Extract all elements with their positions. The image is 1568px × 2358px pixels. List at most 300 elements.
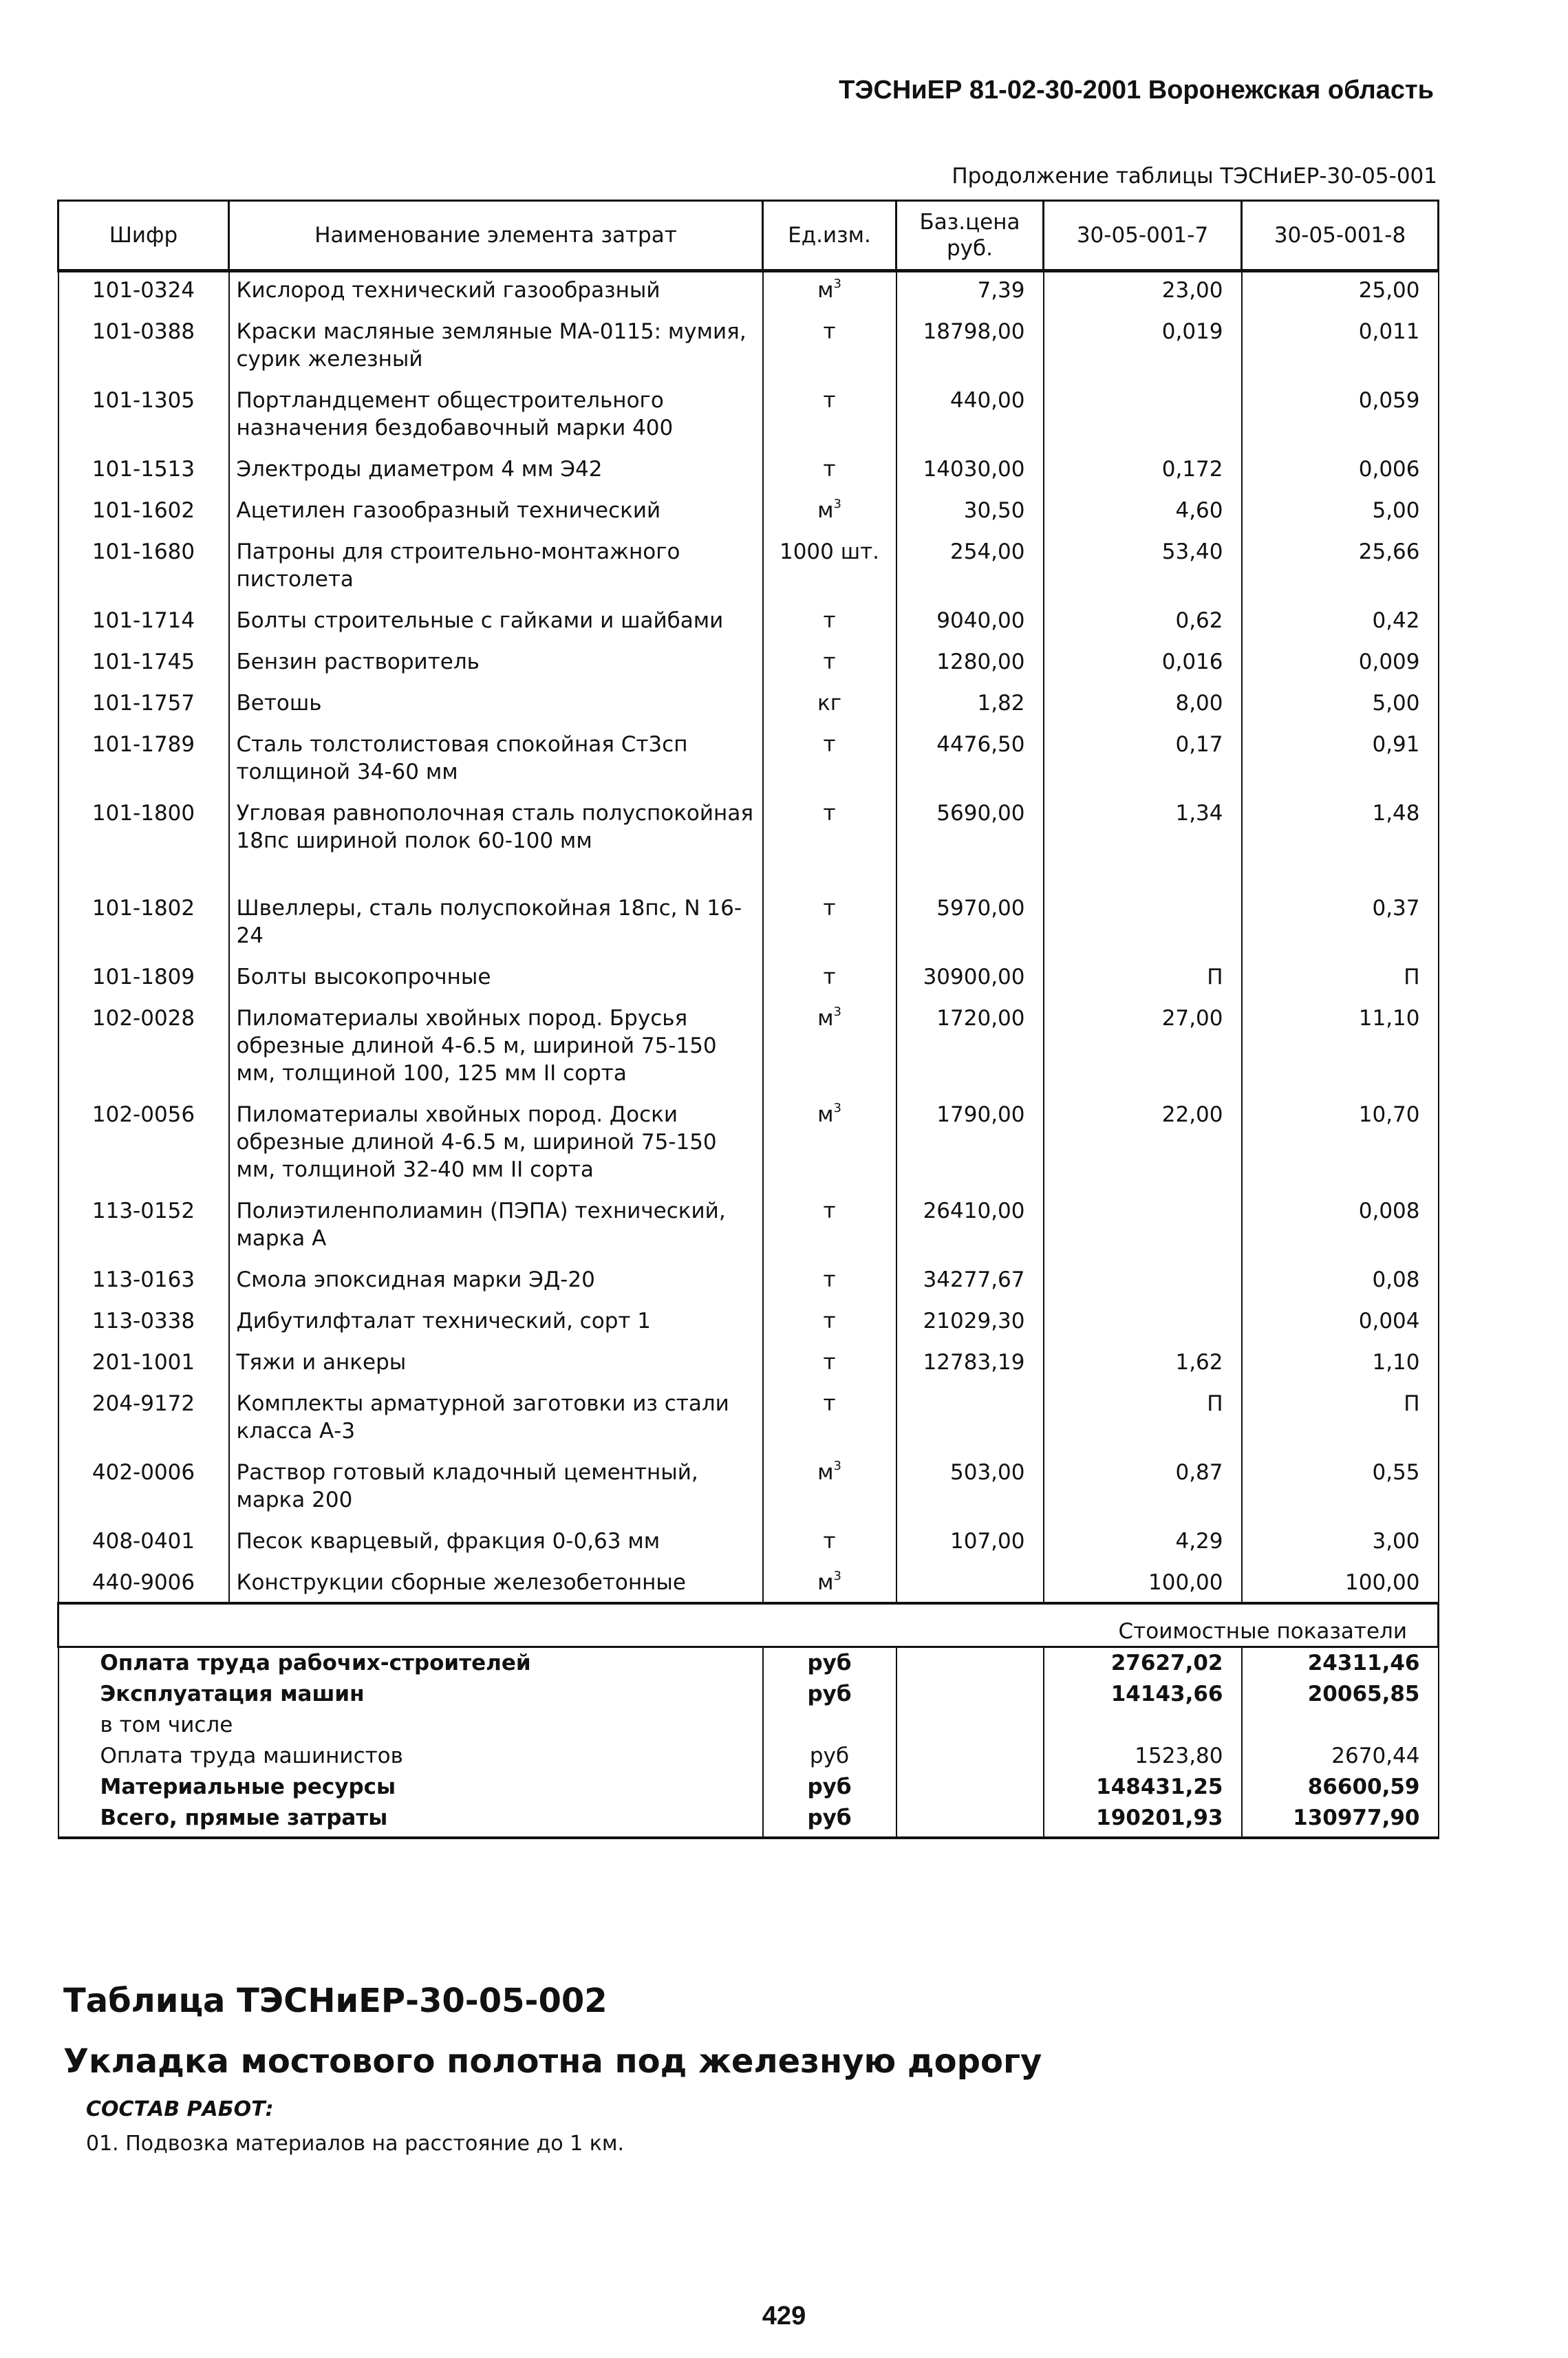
row-price: [896, 603, 1044, 644]
row-code: [58, 1303, 229, 1344]
superscript: 3: [833, 1569, 841, 1583]
row-value-8-text: 0,37: [1372, 896, 1420, 921]
row-name: [229, 685, 763, 727]
row-code: [58, 1000, 229, 1097]
table-row: [58, 1262, 1439, 1303]
row-price-text: 7,39: [977, 278, 1025, 303]
superscript: 3: [833, 1101, 841, 1115]
row-name: [229, 1565, 763, 1603]
row-value-8-text: 100,00: [1345, 1570, 1420, 1595]
row-name-text: Болты высокопрочные: [236, 965, 491, 989]
row-unit: [763, 1344, 896, 1386]
row-price: [896, 1262, 1044, 1303]
row-unit-text: т: [823, 1267, 836, 1292]
row-code-text: 402-0006: [92, 1460, 195, 1485]
row-code: [58, 1565, 229, 1603]
row-value-8: [1242, 1344, 1439, 1386]
row-name: [229, 795, 763, 890]
row-value-8-text: 0,009: [1358, 650, 1420, 674]
row-name: [229, 1193, 763, 1262]
row-value-8-text: 10,70: [1358, 1102, 1420, 1127]
row-name-text: Раствор готовый кладочный цементный, марка 200: [236, 1460, 698, 1512]
summary-value-7: [1044, 1803, 1242, 1838]
row-code: [58, 451, 229, 493]
row-value-7: [1044, 603, 1242, 644]
col-header-30-05-001-7: 30-05-001-7: [1044, 201, 1242, 271]
table-row: [58, 1344, 1439, 1386]
row-value-8-text: 0,004: [1358, 1309, 1420, 1333]
row-unit: [763, 795, 896, 890]
row-value-8: [1242, 451, 1439, 493]
summary-label-text: Эксплуатация машин: [100, 1682, 365, 1706]
summary-unit-text: руб: [807, 1805, 852, 1830]
row-code-text: 101-1714: [92, 608, 195, 633]
row-unit: [763, 603, 896, 644]
row-price-text: 30,50: [963, 498, 1025, 523]
row-name-text: Тяжи и анкеры: [236, 1350, 407, 1375]
row-name: [229, 1097, 763, 1193]
row-code-text: 113-0163: [92, 1267, 195, 1292]
row-price-text: 503,00: [950, 1460, 1025, 1485]
superscript: 3: [833, 497, 841, 511]
row-name: [229, 534, 763, 603]
row-price: [896, 1097, 1044, 1193]
summary-row: [58, 1647, 1439, 1680]
superscript: 3: [833, 1459, 841, 1473]
row-unit: [763, 685, 896, 727]
row-code-text: 204-9172: [92, 1391, 195, 1416]
page-number: 429: [762, 2302, 806, 2330]
row-name-text: Комплекты арматурной заготовки из стали класса А-3: [236, 1391, 729, 1444]
summary-unit-text: руб: [807, 1651, 852, 1675]
row-price-text: 254,00: [950, 539, 1025, 564]
row-code: [58, 493, 229, 534]
table-row: [58, 1097, 1439, 1193]
summary-label: [58, 1741, 403, 1772]
row-unit-text: т: [823, 1529, 836, 1554]
row-unit-text: т: [823, 650, 836, 674]
row-value-7: [1044, 383, 1242, 451]
row-price: [896, 1000, 1044, 1097]
row-unit: [763, 1262, 896, 1303]
summary-value-7: [1044, 1679, 1242, 1710]
col-header-unit: Ед.изм.: [763, 201, 896, 271]
row-unit: [763, 1386, 896, 1455]
row-value-8-text: П: [1404, 965, 1420, 989]
row-value-7: [1044, 534, 1242, 603]
row-price: [896, 890, 1044, 959]
row-code-text: 101-0324: [92, 278, 195, 303]
summary-label: [58, 1772, 396, 1803]
row-code-text: 113-0152: [92, 1199, 195, 1223]
col-header-price: Баз.цена руб.: [896, 201, 1044, 271]
row-value-7: [1044, 1097, 1242, 1193]
summary-empty-price: [896, 1710, 1044, 1741]
row-code: [58, 314, 229, 383]
row-value-7: [1044, 1523, 1242, 1565]
row-name: [229, 603, 763, 644]
row-code: [58, 1262, 229, 1303]
row-unit-text: м: [817, 278, 834, 303]
table-row: [58, 271, 1439, 314]
running-header: ТЭСНиЕР 81-02-30-2001 Воронежская область: [839, 76, 1434, 105]
row-price: [896, 644, 1044, 685]
row-unit-text: т: [823, 1199, 836, 1223]
row-code-text: 113-0338: [92, 1309, 195, 1333]
row-value-8: [1242, 795, 1439, 890]
row-code: [58, 644, 229, 685]
summary-empty-price: [896, 1741, 1044, 1772]
summary-empty-price: [896, 1679, 1044, 1710]
summary-label-text: Оплата труда машинистов: [100, 1744, 403, 1768]
summary-empty-price: [896, 1772, 1044, 1803]
row-value-8: [1242, 1193, 1439, 1262]
table-row: [58, 1523, 1439, 1565]
col-header-code: Шифр: [58, 201, 229, 271]
row-price: [896, 451, 1044, 493]
row-unit: [763, 1455, 896, 1523]
row-value-7-text: 8,00: [1175, 691, 1223, 716]
row-value-7: [1044, 1455, 1242, 1523]
row-name-text: Ветошь: [236, 691, 322, 716]
row-value-7-text: 4,60: [1175, 498, 1223, 523]
row-name-text: Швеллеры, сталь полуспокойная 18пс, N 16-24: [236, 896, 742, 948]
row-value-8: [1242, 1455, 1439, 1523]
row-code: [58, 534, 229, 603]
row-unit-text: т: [823, 457, 836, 482]
table-row: [58, 685, 1439, 727]
row-price-text: 440,00: [950, 388, 1025, 413]
row-name-text: Ацетилен газообразный технический: [236, 498, 661, 523]
row-name: [229, 271, 763, 314]
row-value-7: [1044, 314, 1242, 383]
superscript: 3: [833, 1005, 841, 1019]
row-value-8-text: 1,10: [1372, 1350, 1420, 1375]
work-item: 01. Подвозка материалов на расстояние до 1 км.: [86, 2132, 625, 2156]
summary-empty-price: [896, 1647, 1044, 1680]
row-value-8: [1242, 1303, 1439, 1344]
row-code-text: 101-1513: [92, 457, 195, 482]
row-unit: [763, 493, 896, 534]
row-price-text: 14030,00: [923, 457, 1025, 482]
row-value-7-text: 0,016: [1161, 650, 1223, 674]
row-price-text: 4476,50: [936, 732, 1025, 757]
row-unit: [763, 1097, 896, 1193]
row-value-8: [1242, 314, 1439, 383]
row-code: [58, 795, 229, 890]
row-code-text: 101-1800: [92, 801, 195, 826]
row-price-text: 1,82: [977, 691, 1025, 716]
table-row: [58, 493, 1439, 534]
row-value-7: [1044, 644, 1242, 685]
row-value-7-text: 0,17: [1175, 732, 1223, 757]
row-value-7-text: 0,62: [1175, 608, 1223, 633]
summary-value-7: [1044, 1772, 1242, 1803]
row-unit-text: т: [823, 732, 836, 757]
resources-table: [57, 200, 1439, 1839]
row-price-text: 30900,00: [923, 965, 1025, 989]
row-value-8-text: 5,00: [1372, 691, 1420, 716]
row-price: [896, 534, 1044, 603]
row-code-text: 440-9006: [92, 1570, 195, 1595]
row-price-text: 18798,00: [923, 319, 1025, 344]
summary-row: [58, 1710, 1439, 1741]
row-name: [229, 890, 763, 959]
row-value-7-text: 22,00: [1161, 1102, 1223, 1127]
summary-row: [58, 1803, 1439, 1838]
table-row: [58, 959, 1439, 1000]
summary-unit-text: руб: [809, 1744, 850, 1768]
row-unit: [763, 383, 896, 451]
row-unit-text: т: [823, 801, 836, 826]
row-value-8: [1242, 271, 1439, 314]
row-price-text: 107,00: [950, 1529, 1025, 1554]
summary-label: [58, 1679, 365, 1710]
row-value-7: [1044, 1262, 1242, 1303]
row-unit: [763, 314, 896, 383]
row-name: [229, 959, 763, 1000]
row-unit-text: т: [823, 965, 836, 989]
row-code-text: 102-0056: [92, 1102, 195, 1127]
row-unit-text: м: [817, 1460, 834, 1485]
row-value-7: [1044, 1000, 1242, 1097]
summary-value-8-text: 20065,85: [1307, 1682, 1420, 1706]
row-code: [58, 603, 229, 644]
row-unit-text: т: [823, 1391, 836, 1416]
summary-value-7: [1044, 1647, 1242, 1680]
summary-unit: [763, 1679, 896, 1710]
summary-value-7-text: 190201,93: [1096, 1805, 1223, 1830]
row-name-text: Пиломатериалы хвойных пород. Брусья обрезные длиной 4-6.5 м, шириной 75-150 мм, толщиной 100, 125 мм II сорта: [236, 1006, 717, 1086]
row-value-8-text: 25,66: [1358, 539, 1420, 564]
row-name-text: Смола эпоксидная марки ЭД-20: [236, 1267, 595, 1292]
row-value-7: [1044, 685, 1242, 727]
table-row: [58, 451, 1439, 493]
row-name-text: Конструкции сборные железобетонные: [236, 1570, 686, 1595]
table-row: [58, 1386, 1439, 1455]
row-name: [229, 1000, 763, 1097]
section-table-title: Таблица ТЭСНиЕР-30-05-002: [63, 1982, 608, 2020]
row-unit: [763, 1000, 896, 1097]
row-price: [896, 795, 1044, 890]
row-price-text: 1790,00: [936, 1102, 1025, 1127]
row-code-text: 101-1757: [92, 691, 195, 716]
row-value-8: [1242, 1097, 1439, 1193]
table-row: [58, 644, 1439, 685]
row-name: [229, 1262, 763, 1303]
summary-value-8-text: 130977,90: [1293, 1805, 1420, 1830]
row-name: [229, 1386, 763, 1455]
row-price-text: 21029,30: [923, 1309, 1025, 1333]
row-value-7-text: 23,00: [1161, 278, 1223, 303]
table-row: [58, 1565, 1439, 1603]
row-code-text: 101-0388: [92, 319, 195, 344]
row-price-text: 34277,67: [923, 1267, 1025, 1292]
summary-label-text: Всего, прямые затраты: [100, 1805, 388, 1830]
summary-value-8: [1242, 1647, 1439, 1680]
row-name-text: Песок кварцевый, фракция 0-0,63 мм: [236, 1529, 661, 1554]
row-price: [896, 493, 1044, 534]
row-price: [896, 685, 1044, 727]
summary-value-7: [1044, 1710, 1242, 1741]
col-header-30-05-001-8: 30-05-001-8: [1242, 201, 1439, 271]
row-name-text: Кислород технический газообразный: [236, 278, 661, 303]
row-code: [58, 1344, 229, 1386]
row-value-8-text: 1,48: [1372, 801, 1420, 826]
row-value-7-text: 100,00: [1148, 1570, 1223, 1595]
row-value-7: [1044, 1303, 1242, 1344]
row-value-8-text: 0,011: [1358, 319, 1420, 344]
row-code: [58, 1386, 229, 1455]
summary-value-8: [1242, 1679, 1439, 1710]
table-row: [58, 1000, 1439, 1097]
row-name-text: Портландцемент общестроительного назначения бездобавочный марки 400: [236, 388, 674, 440]
row-value-7-text: 0,87: [1175, 1460, 1223, 1485]
table-row: [58, 534, 1439, 603]
row-code-text: 101-1305: [92, 388, 195, 413]
summary-value-7-text: 1523,80: [1135, 1744, 1223, 1768]
row-value-8: [1242, 727, 1439, 795]
row-value-7-text: 27,00: [1161, 1006, 1223, 1031]
row-value-8-text: 25,00: [1358, 278, 1420, 303]
summary-value-8: [1242, 1741, 1439, 1772]
row-unit: [763, 451, 896, 493]
summary-unit: [763, 1772, 896, 1803]
row-value-8: [1242, 644, 1439, 685]
row-value-7-text: 4,29: [1175, 1529, 1223, 1554]
row-price-text: 26410,00: [923, 1199, 1025, 1223]
summary-label-text: в том числе: [100, 1713, 233, 1737]
row-unit-text: т: [823, 608, 836, 633]
row-unit-text: т: [823, 1309, 836, 1333]
row-code: [58, 383, 229, 451]
row-code: [58, 1455, 229, 1523]
row-code-text: 101-1802: [92, 896, 195, 921]
row-unit-text: 1000 шт.: [779, 539, 880, 564]
table-row: [58, 383, 1439, 451]
row-price: [896, 383, 1044, 451]
summary-label-text: Оплата труда рабочих-строителей: [100, 1651, 531, 1675]
summary-row: [58, 1741, 1439, 1772]
row-name: [229, 383, 763, 451]
row-price: [896, 1303, 1044, 1344]
row-code-text: 101-1602: [92, 498, 195, 523]
row-name-text: Угловая равнополочная сталь полуспокойная 18пс шириной полок 60-100 мм: [236, 801, 753, 853]
row-code-text: 102-0028: [92, 1006, 195, 1031]
row-unit: [763, 1193, 896, 1262]
row-name-text: Бензин растворитель: [236, 650, 480, 674]
row-unit: [763, 890, 896, 959]
row-unit-text: м: [817, 1006, 834, 1031]
row-code-text: 101-1745: [92, 650, 195, 674]
row-unit: [763, 271, 896, 314]
summary-value-7: [1044, 1741, 1242, 1772]
row-price-text: 1720,00: [936, 1006, 1025, 1031]
table-continuation-label: Продолжение таблицы ТЭСНиЕР-30-05-001: [952, 164, 1437, 189]
row-value-8-text: 0,059: [1358, 388, 1420, 413]
work-composition-label: СОСТАВ РАБОТ:: [86, 2097, 274, 2121]
row-name: [229, 1303, 763, 1344]
summary-unit: [763, 1647, 896, 1680]
cost-indicators-row: [58, 1603, 1439, 1647]
row-value-8: [1242, 493, 1439, 534]
table-row: [58, 1303, 1439, 1344]
row-name: [229, 644, 763, 685]
row-unit: [763, 534, 896, 603]
row-value-8: [1242, 1386, 1439, 1455]
row-code: [58, 1523, 229, 1565]
summary-value-8: [1242, 1710, 1439, 1741]
summary-gap: [229, 1710, 763, 1741]
row-code: [58, 890, 229, 959]
row-unit: [763, 959, 896, 1000]
row-value-7: [1044, 1193, 1242, 1262]
row-value-7: [1044, 959, 1242, 1000]
row-value-8-text: П: [1404, 1391, 1420, 1416]
row-name-text: Сталь толстолистовая спокойная Ст3сп толщиной 34-60 мм: [236, 732, 688, 784]
row-value-8: [1242, 1262, 1439, 1303]
summary-empty-price: [896, 1803, 1044, 1838]
row-name: [229, 727, 763, 795]
row-price: [896, 727, 1044, 795]
row-value-7: [1044, 1386, 1242, 1455]
row-name-text: Патроны для строительно-монтажного пистолета: [236, 539, 680, 592]
section-subtitle: Укладка мостового полотна под железную дорогу: [63, 2042, 1042, 2081]
row-price: [896, 1523, 1044, 1565]
row-value-7: [1044, 890, 1242, 959]
row-name: [229, 451, 763, 493]
summary-unit: [763, 1741, 896, 1772]
row-unit: [763, 644, 896, 685]
summary-unit: [763, 1803, 896, 1838]
row-value-8-text: 0,006: [1358, 457, 1420, 482]
summary-label: [58, 1710, 233, 1741]
summary-label: [58, 1803, 388, 1838]
row-value-7-text: 1,34: [1175, 801, 1223, 826]
col-header-name: Наименование элемента затрат: [229, 201, 763, 271]
table-row: [58, 795, 1439, 890]
summary-row: [58, 1772, 1439, 1803]
row-value-7-text: П: [1207, 965, 1223, 989]
row-value-8-text: 0,55: [1372, 1460, 1420, 1485]
cost-indicators-label: [58, 1603, 1439, 1647]
row-value-8-text: 0,08: [1372, 1267, 1420, 1292]
row-price: [896, 1344, 1044, 1386]
summary-unit-text: руб: [807, 1775, 852, 1799]
row-unit: [763, 1565, 896, 1603]
row-value-8: [1242, 1565, 1439, 1603]
row-price: [896, 1455, 1044, 1523]
row-unit-text: т: [823, 1350, 836, 1375]
table-row: [58, 314, 1439, 383]
superscript: 3: [833, 277, 841, 291]
row-price-text: 5690,00: [936, 801, 1025, 826]
row-price: [896, 314, 1044, 383]
row-code-text: 201-1001: [92, 1350, 195, 1375]
row-unit: [763, 727, 896, 795]
row-value-7-text: 53,40: [1161, 539, 1223, 564]
row-price-text: 5970,00: [936, 896, 1025, 921]
row-value-7: [1044, 1565, 1242, 1603]
summary-value-7-text: 27627,02: [1110, 1651, 1223, 1675]
row-value-7-text: 0,172: [1161, 457, 1223, 482]
summary-label-text: Материальные ресурсы: [100, 1775, 396, 1799]
row-code: [58, 685, 229, 727]
row-price: [896, 1565, 1044, 1603]
summary-value-8-text: 86600,59: [1307, 1775, 1420, 1799]
row-value-8: [1242, 1523, 1439, 1565]
row-unit-text: т: [823, 896, 836, 921]
